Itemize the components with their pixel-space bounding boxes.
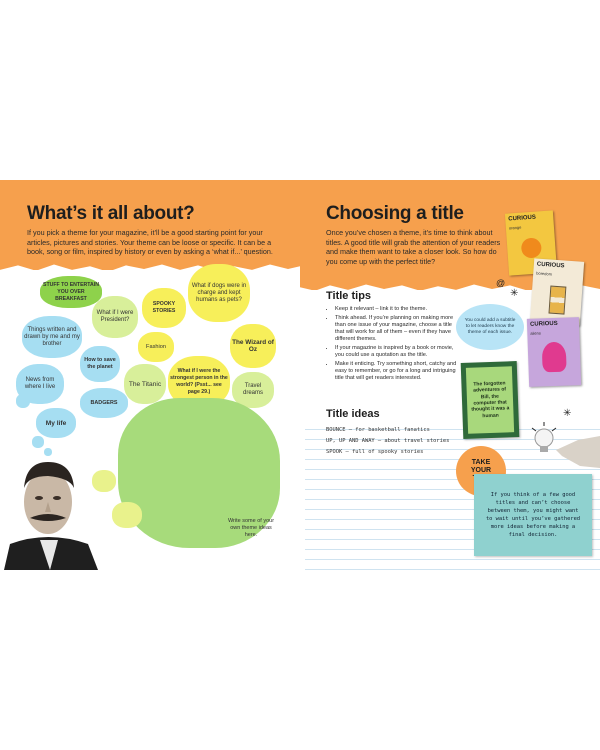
green-book-cover	[461, 361, 520, 439]
theme-cloud-president: What if I were President?	[92, 296, 138, 338]
theme-cloud-breakfast: STUFF TO ENTERTAIN YOU OVER BREAKFAST	[40, 276, 102, 308]
tip-item: • If your magazine is inspired by a book or movie, you could use a quotation as the title.	[335, 345, 459, 359]
small-cloud	[16, 394, 30, 408]
theme-cloud-fashion: Fashion	[138, 332, 174, 362]
lightbulb-hand-icon	[530, 420, 600, 472]
write-ideas-note: Write some of your own theme ideas here.	[227, 518, 275, 538]
theme-cloud-travel: Travel dreams	[232, 372, 274, 408]
theme-cloud-badgers: BADGERS	[80, 388, 128, 418]
right-page-title: Choosing a title	[326, 203, 464, 224]
theme-cloud-planet: How to save the planet	[80, 346, 120, 382]
theme-cloud-my-life: My life	[36, 408, 76, 438]
left-intro-text: If you pick a theme for your magazine, it’ll be a good starting point for your articles, pictures and stories. Your theme can be loose or specific. It can be a book, song or film, inspired by history or even by asking a ‘what if...’ question.	[27, 228, 273, 257]
title-idea: SPOOK – full of spooky stories	[326, 449, 424, 455]
title-idea: UP, UP AND AWAY – about travel stories	[326, 438, 450, 444]
book-spread	[0, 180, 600, 570]
theme-cloud-dogs: What if dogs were in charge and kept humans as pets?	[188, 264, 250, 322]
tip-item: • Make it enticing. Try something short, catchy and easy to remember, or go for a long and intriguing title that will get readers interested.	[335, 361, 459, 382]
subtitle-tip-bubble	[456, 304, 524, 350]
theme-cloud-wizard: The Wizard of Oz	[230, 324, 276, 368]
star-doodle-icon: ✳	[563, 408, 572, 419]
alien-character-icon	[542, 342, 567, 373]
book-subtitle: aliens	[530, 330, 541, 336]
small-cloud	[112, 502, 142, 528]
title-idea: BOUNCE – for basketball fanatics	[326, 427, 430, 433]
book-cover-boredom	[530, 258, 584, 325]
title-ideas-heading: Title ideas	[326, 408, 380, 420]
bubble-text: You could add a subtitle to let readers know the theme of each issue.	[464, 318, 516, 335]
theme-cloud-news: News from where I live	[16, 364, 64, 404]
theme-cloud-brother: Things written and drawn by me and my brother	[22, 316, 82, 358]
badge-text: TAKE YOUR	[470, 459, 492, 474]
right-intro-text: Once you’ve chosen a theme, it’s time to think about titles. A good title will grab the attention of your readers and make them want to take a closer look. So how do you come up with the perfect title?	[326, 228, 501, 266]
title-tips-heading: Title tips	[326, 290, 372, 302]
book-subtitle: boredom	[536, 270, 553, 277]
left-page-title: What’s it all about?	[27, 203, 195, 224]
theme-cloud-strongest: What if I were the strongest person in the world? (Psst... see page 29.)	[168, 356, 230, 408]
tip-item: • Think ahead. If you’re planning on making more than one issue of your magazine, choose a title that will work for all of them – even if they have different themes.	[335, 315, 459, 343]
small-cloud	[32, 436, 44, 448]
book-cover-aliens	[527, 317, 581, 387]
title-tips-list	[326, 306, 459, 384]
swirl-doodle-icon: @	[496, 278, 506, 288]
orange-character-icon	[521, 237, 542, 258]
book-subtitle: orange	[508, 224, 522, 231]
green-note-text: The forgotten adventures of Bill, the computer that thought it was a human	[466, 366, 514, 434]
tip-item: • Keep it relevant – link it to the theme.	[335, 306, 459, 313]
hourglass-icon	[548, 286, 566, 315]
star-doodle-icon: ✳	[510, 288, 519, 299]
book-title: CURIOUS	[536, 261, 565, 270]
theme-cloud-spooky: SPOOKY STORIES	[142, 288, 186, 328]
man-portrait-image	[0, 448, 100, 570]
theme-cloud-titanic: The Titanic	[124, 364, 166, 404]
advice-note	[474, 474, 592, 556]
advice-note-text: If you think of a few good titles and can’t choose between them, you might want to wait until you’ve gathered more ideas before making a final decision.	[485, 492, 581, 538]
book-title: CURIOUS	[508, 214, 537, 223]
book-title: CURIOUS	[529, 320, 558, 328]
